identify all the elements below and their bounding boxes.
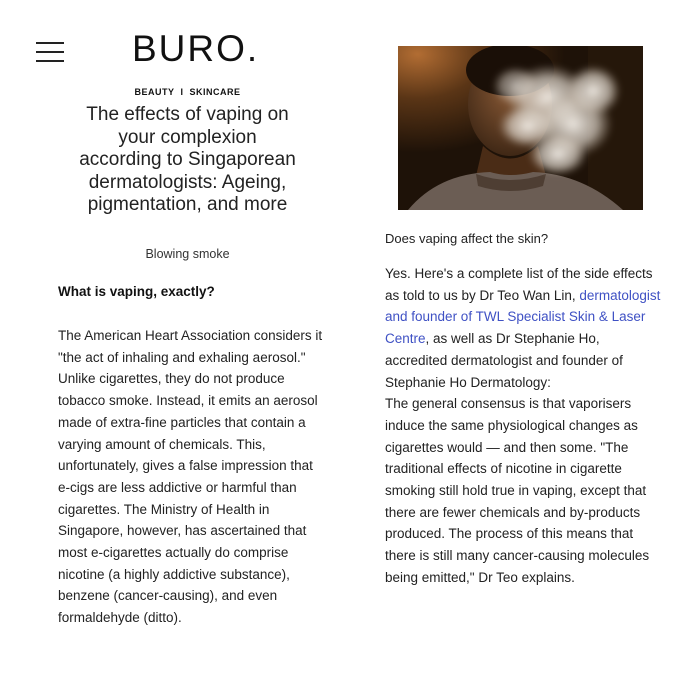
category-separator: I [180,87,184,97]
menu-line [36,60,64,62]
article-title: The effects of vaping on your complexion according to Singaporean dermatologists: Ageing, pigmentation, and more [79,104,296,216]
smoking-photo [398,46,643,210]
category-beauty[interactable]: BEAUTY [134,87,175,97]
answer-paragraph [385,263,665,589]
dermatologist-link[interactable]: dermatologist and founder of TWL Specialist Skin & Laser Centre [385,287,661,347]
category-skincare[interactable]: SKINCARE [189,87,241,97]
menu-line [36,51,64,53]
answer-body: The general consensus is that vaporisers induce the same physiological changes as cigarettes would — and then some. "The traditional effects of nicotine in cigarette smoking still hold true in vaping, except that there are fewer chemicals and by-products produced. The process of this means that there is still many cancer-causing molecules being emitted," Dr Teo explains. [385,396,650,585]
menu-icon[interactable] [36,42,64,62]
question-text: Does vaping affect the skin? [385,231,549,246]
answer-intro-end: , as well as Dr Stephanie Ho, accredited dermatologist and founder of Stephanie Ho Dermatology: [385,331,623,390]
right-column [350,0,700,700]
site-logo[interactable]: BURO. [132,28,260,69]
section-heading: What is vaping, exactly? [58,284,215,299]
section-paragraph: The American Heart Association considers it "the act of inhaling and exhaling aerosol." Unlike cigarettes, they do not produce tobacco smoke. Instead, it emits an aerosol made of extra-fine particles that contain a varying amount of chemicals. This, unfortunately, gives a false impression that e-cigs are less addictive or harmful than cigarettes. The Ministry of Health in Singapore, however, has ascertained that most e-cigarettes actually do comprise nicotine (a highly addictive substance), benzene (cancer-causing), and even formaldehyde (ditto). [58,328,323,626]
category-breadcrumb [0,87,375,97]
menu-line [36,42,64,44]
answer-intro: Yes. Here's a complete list of the side effects as told to us by Dr Teo Wan Lin, [385,266,653,303]
image-caption: Blowing smoke [145,247,230,261]
